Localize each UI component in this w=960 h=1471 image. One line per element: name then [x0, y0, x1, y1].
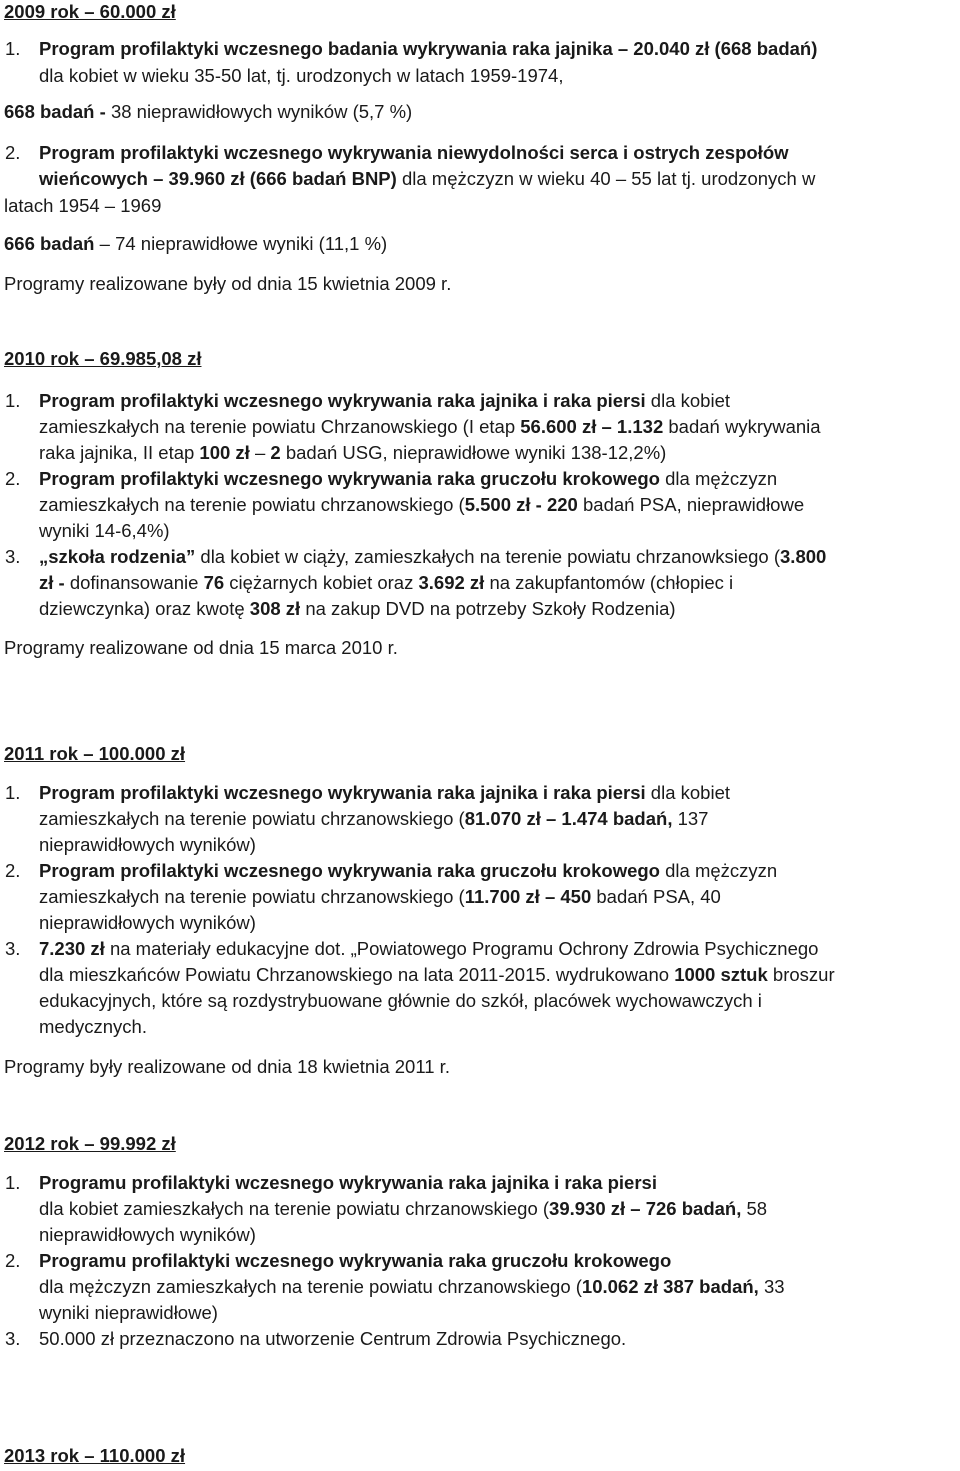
item-2012-3-line1: 50.000 zł przeznaczono na utworzenie Centrum Zdrowia Psychicznego. — [39, 1328, 627, 1349]
item-2011-3-line2: dla mieszkańców Powiatu Chrzanowskiego na lata 2011-2015. wydrukowano 1000 sztuk broszur — [39, 964, 835, 985]
item-2011-2-line2: zamieszkałych na terenie powiatu chrzanowskiego (11.700 zł – 450 badań PSA, 40 — [39, 886, 721, 907]
item-2011-3-line3: edukacyjnych, które są rozdystrybuowane głównie do szkół, placówek wychowawczych i — [39, 990, 762, 1011]
item-2011-1-line2: zamieszkałych na terenie powiatu chrzanowskiego (81.070 zł – 1.474 badań, 137 — [39, 808, 709, 829]
item-2012-2-line1: Programu profilaktyki wczesnego wykrywania raka gruczołu krokowego — [39, 1250, 672, 1271]
item-2012-1-line1: Programu profilaktyki wczesnego wykrywania raka jajnika i raka piersi — [39, 1172, 657, 1193]
item-2009-1-line2: dla kobiet w wieku 35-50 lat, tj. urodzonych w latach 1959-1974, — [39, 65, 564, 86]
item-2010-2-line2: zamieszkałych na terenie powiatu chrzanowskiego (5.500 zł - 220 badań PSA, nieprawidłowe — [39, 494, 805, 515]
item-2012-3-number: 3. — [5, 1328, 21, 1349]
item-2010-3-line3: dziewczynka) oraz kwotę 308 zł na zakup DVD na potrzeby Szkoły Rodzenia) — [39, 598, 676, 619]
item-2012-1-line2: dla kobiet zamieszkałych na terenie powiatu chrzanowskiego (39.930 zł – 726 badań, 58 — [39, 1198, 768, 1219]
item-2010-2-line1: Program profilaktyki wczesnego wykrywania raka gruczołu krokowego dla mężczyzn — [39, 468, 778, 489]
item-2009-2-line3: latach 1954 – 1969 — [4, 195, 162, 216]
note-2009: Programy realizowane były od dnia 15 kwietnia 2009 r. — [4, 273, 452, 294]
year-2011-heading: 2011 rok – 100.000 zł — [4, 743, 186, 764]
item-2011-2-line3: nieprawidłowych wyników) — [39, 912, 256, 933]
item-2011-1-line1: Program profilaktyki wczesnego wykrywania raka jajnika i raka piersi dla kobiet — [39, 782, 731, 803]
item-2010-3-number: 3. — [5, 546, 21, 567]
year-2009-heading: 2009 rok – 60.000 zł — [4, 1, 176, 22]
item-2009-2-line2: wieńcowych – 39.960 zł (666 badań BNP) dla mężczyzn w wieku 40 – 55 lat tj. urodzonych w — [39, 168, 816, 189]
item-2010-3-line2: zł - dofinansowanie 76 ciężarnych kobiet oraz 3.692 zł na zakupfantomów (chłopiec i — [39, 572, 734, 593]
year-2013-heading: 2013 rok – 110.000 zł — [4, 1445, 186, 1466]
item-2011-3-number: 3. — [5, 938, 21, 959]
item-2012-2-line3: wyniki nieprawidłowe) — [39, 1302, 218, 1323]
year-2012-heading: 2012 rok – 99.992 zł — [4, 1133, 176, 1154]
item-2012-2-line2: dla mężczyzn zamieszkałych na terenie powiatu chrzanowskiego (10.062 zł 387 badań, 33 — [39, 1276, 785, 1297]
item-2009-2-number: 2. — [5, 142, 21, 163]
item-2010-1-line1: Program profilaktyki wczesnego wykrywania raka jajnika i raka piersi dla kobiet — [39, 390, 731, 411]
item-2009-2-line4: 666 badań – 74 nieprawidłowe wyniki (11,1 %) — [4, 233, 388, 254]
note-2011: Programy były realizowane od dnia 18 kwietnia 2011 r. — [4, 1056, 450, 1077]
item-2010-2-line3: wyniki 14-6,4%) — [39, 520, 170, 541]
item-2010-1-number: 1. — [5, 390, 21, 411]
item-2010-2-number: 2. — [5, 468, 21, 489]
item-2011-3-line1: 7.230 zł na materiały edukacyjne dot. „Powiatowego Programu Ochrony Zdrowia Psychicznego — [39, 938, 819, 959]
item-2011-2-number: 2. — [5, 860, 21, 881]
item-2012-2-number: 2. — [5, 1250, 21, 1271]
item-2009-1-line1: Program profilaktyki wczesnego badania wykrywania raka jajnika – 20.040 zł (668 badań) — [39, 38, 818, 59]
item-2011-1-number: 1. — [5, 782, 21, 803]
item-2009-1-number: 1. — [5, 38, 21, 59]
item-2011-2-line1: Program profilaktyki wczesnego wykrywania raka gruczołu krokowego dla mężczyzn — [39, 860, 778, 881]
item-2009-1-line3: 668 badań - 38 nieprawidłowych wyników (5,7 %) — [4, 101, 413, 122]
item-2010-1-line3: raka jajnika, II etap 100 zł – 2 badań USG, nieprawidłowe wyniki 138-12,2%) — [39, 442, 667, 463]
note-2010: Programy realizowane od dnia 15 marca 2010 r. — [4, 637, 398, 658]
item-2010-3-line1: „szkoła rodzenia” dla kobiet w ciąży, zamieszkałych na terenie powiatu chrzanowksiego (3.800 — [39, 546, 827, 567]
item-2011-1-line3: nieprawidłowych wyników) — [39, 834, 256, 855]
item-2012-1-line3: nieprawidłowych wyników) — [39, 1224, 256, 1245]
item-2009-2-line1: Program profilaktyki wczesnego wykrywania niewydolności serca i ostrych zespołów — [39, 142, 789, 163]
year-2010-heading: 2010 rok – 69.985,08 zł — [4, 348, 202, 369]
item-2012-1-number: 1. — [5, 1172, 21, 1193]
item-2011-3-line4: medycznych. — [39, 1016, 147, 1037]
item-2010-1-line2: zamieszkałych na terenie powiatu Chrzanowskiego (I etap 56.600 zł – 1.132 badań wykrywania — [39, 416, 821, 437]
